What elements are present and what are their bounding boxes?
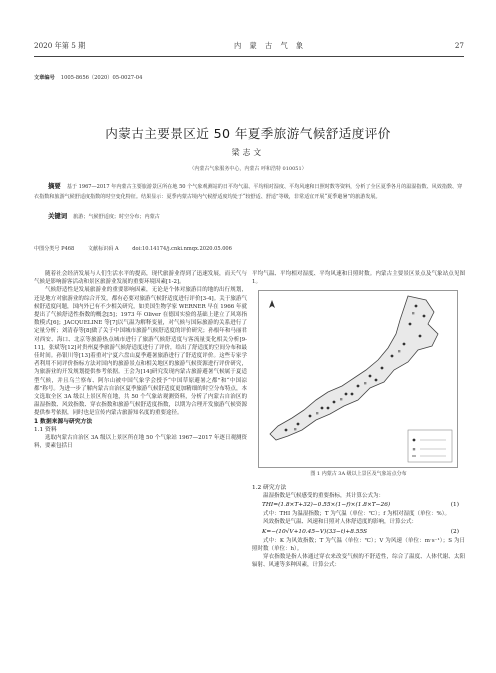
article-number: [34, 74, 142, 81]
body-paragraph: 平均气温、平均相对湿度、平均风速和日照时数。内蒙古主要景区景点及气象站点见图 1。: [252, 271, 465, 286]
section-heading-1-1: 1.1 资料: [34, 426, 57, 433]
keywords-text: 旅游；气候舒适度；时空分布；内蒙古: [73, 214, 160, 220]
legend-box: [408, 430, 452, 462]
station-map-figure: [258, 290, 458, 468]
doi: doi:10.14174/j.cnki.nmqx.2020.05.006: [132, 246, 232, 252]
body-paragraph: 式中：K 为风效指数；T 为气温（单位：℃）；V 为风速（单位：m·s⁻¹）；S 为日照时数（单位：h）。: [252, 537, 465, 553]
abstract-label: 摘要: [48, 182, 61, 190]
body-paragraph: 选取内蒙古自治区 3A 级以上景区所在地 50 个气象站 1967—2017 年逐日观测资料，要素包括日: [34, 435, 247, 450]
formula-2: [252, 528, 465, 536]
author-name: 梁志文: [231, 148, 265, 157]
section-heading-1: 1 数据来源与研究方法: [34, 418, 93, 425]
classification-line: [34, 245, 244, 252]
figure-caption: 图 1 内蒙古 3A 级以上景区及气象站点分布: [310, 471, 407, 478]
left-column: [34, 270, 247, 450]
formula-1-number: (1): [450, 502, 459, 509]
page-number: 27: [454, 41, 464, 50]
body-paragraph: 式中：THI 为温湿指数；T 为气温（单位：℃）；f 为相对湿度（单位：%）。: [263, 511, 450, 518]
formula-2-number: (2): [450, 528, 459, 535]
body-paragraph: 风效指数是气温、风速和日照对人体舒适度的影响，计算公式：: [263, 519, 418, 526]
abstract: [34, 182, 464, 202]
clc-number: 中图分类号 P468: [34, 246, 75, 252]
right-column: [252, 270, 465, 570]
keywords-label: 关键词: [48, 212, 68, 220]
body-paragraph: 穿衣指数是指人体通过穿衣来改变气候的不舒适性，综合了温度、人体代谢、太阳辐射、风速等多种因素，计算公式：: [252, 554, 465, 569]
header-rule: [34, 56, 464, 57]
running-header: [34, 41, 464, 53]
formula-1: [252, 501, 465, 509]
keywords: [48, 212, 464, 222]
author-affiliation: （内蒙古气象服务中心，内蒙古 呼和浩特 010051）: [189, 166, 307, 172]
formula-1-expression: THI=(1.8×T+32)−0.55×(1−f)×(1.8×T−26): [262, 502, 391, 509]
document-code: 文献标识码 A: [87, 246, 119, 252]
body-paragraph: 温湿指数是气候感受的重要指标，其计算公式为：: [263, 492, 385, 499]
journal-title: 内 蒙 古 气 象: [234, 41, 307, 50]
abstract-text: 基于 1967—2017 年内蒙古主要旅游景区所在地 50 个气象观测站的日平均气温、平均相对湿度、平均风速和日照时数等资料，分析了全区夏季各月的温湿指数、风效指数、穿衣指数和旅游气候舒适度指数的时空变化特征。结果显示：夏季内蒙古境内气候舒适度均处于“较舒适、舒适”等级，非常适宜开展“夏季避暑”的旅游发展。: [34, 184, 463, 200]
formula-2-expression: K=−(10√V+10.45−V)(33−t)+8.55S: [262, 528, 368, 535]
issue-number: 2020 年第 5 期: [34, 41, 86, 50]
body-paragraph: 气候舒适性是发展旅游业的重要影响因素，无论是个体对旅游目的地的出行规划，还是地方对旅游业的综合开发，都有必要对旅游气候舒适度进行评价[3-4]。关于旅游气候舒适度问题，国内外已有不少相关研究，如美国生物学家 WERNER 早在 1966 年就提出了气候舒适性指数的概念[5]；1973 年 Oliver 在德国实验的基础上建立了风寒指数模式[6]；JACQUELINE 等[7]以气温为解释变量，对气候与国际旅游的关系进行了定量分析；刘清春等[8]做了关于中国城市旅游气候舒适度的评价研究；孙根年和马丽君对西安、海口、北京等旅游热点城市进行了旅游气候舒适度与客流量变化相关分析[9-11]，张斌等[12]对贵州夏季旅游气候舒适度进行了评价，给出了舒适度的空间分布和最佳时间。孙银川等[13]着重对宁夏六盘山夏季避暑旅游进行了舒适度评价。这些专家学者利用不同评价指标方法对国内的旅游景点和相关地区的旅游气候资源进行评价研究，为旅游业的开发规划提供参考依据。王会为[14]研究发现内蒙古旅游避暑气候属于夏适型气候，并且乌兰察布、阿尔山被中国气象学会授予“中国草原避暑之都”和“中国凉都”称号。为进一步了解内蒙古自治区夏季旅游气候舒适度更加精细的时空分布特点，本文选取全区 3A 级以上景区所在地，共 50 个气象站观测资料，分析了内蒙古自治区的温湿指数、风效指数、穿衣指数和旅游气候舒适度指数，以期为合理开发旅游气候资源提供参考依据，同时也是宣传内蒙古旅游知名度的重要途径。: [34, 287, 247, 417]
article-number-label: 文章编号: [34, 75, 55, 81]
article-number-value: 1005-8656（2020）05-0027-04: [60, 75, 143, 81]
article-title: 内蒙古主要景区近 50 年夏季旅游气候舒适度评价: [105, 126, 391, 141]
body-paragraph: 随着社会经济发展与人们生活水平的提高，现代旅游业得到了迅速发展，而天气与气候是影响游客活动和景区旅游业发展的重要环境因素[1-2]。: [34, 271, 247, 286]
inner-mongolia-map: [258, 290, 458, 468]
section-heading-1-2: 1.2 研究方法: [252, 484, 287, 491]
